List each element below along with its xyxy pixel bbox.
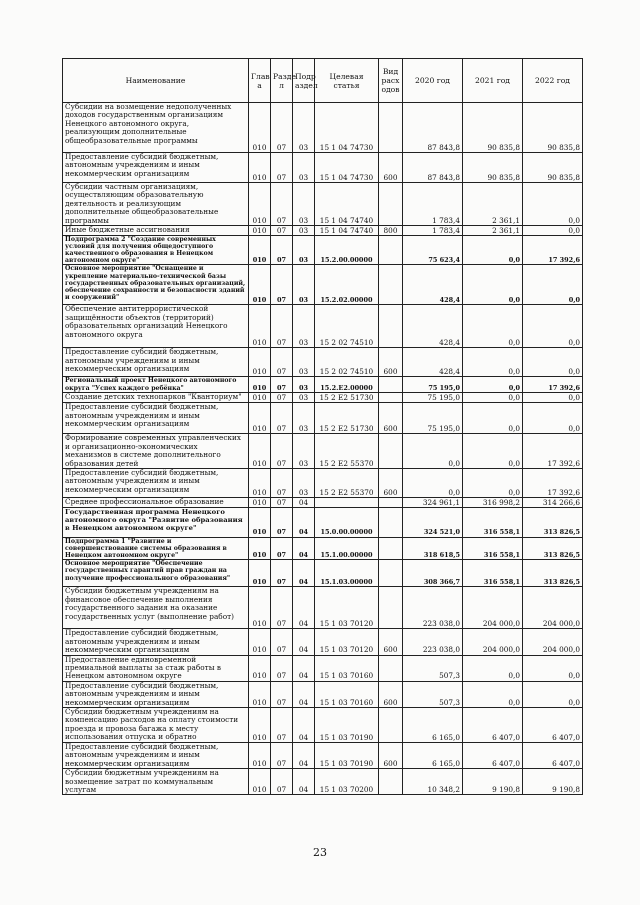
row-target-article: 15.1.00.00000 — [315, 538, 379, 560]
row-subsection: 04 — [293, 707, 315, 742]
row-chapter: 010 — [249, 681, 271, 707]
table-row — [63, 434, 583, 469]
table-row — [63, 236, 583, 265]
row-amount-2020: 75 195,0 — [403, 377, 463, 393]
row-amount-2021: 2 361,1 — [463, 226, 523, 236]
header-year-2022: 2022 год — [523, 59, 583, 103]
row-amount-2022: 204 000,0 — [523, 629, 583, 655]
row-amount-2021: 6 407,0 — [463, 742, 523, 768]
row-amount-2022: 314 266,6 — [523, 498, 583, 508]
table-row — [63, 403, 583, 434]
row-section: 07 — [271, 742, 293, 768]
header-expense-type: Вид расх одов — [379, 59, 403, 103]
row-amount-2020: 6 165,0 — [403, 742, 463, 768]
row-subsection: 03 — [293, 305, 315, 348]
row-amount-2022: 313 826,5 — [523, 508, 583, 538]
row-expense-type: 600 — [379, 348, 403, 377]
row-name: Субсидии бюджетным учреждениям на финансовое обеспечение выполнения государственного задания на оказание государственных услуг (выполнение работ) — [63, 587, 249, 629]
row-name: Региональный проект Ненецкого автономного округа "Успех каждого ребёнка" — [63, 377, 249, 393]
row-amount-2020: 507,3 — [403, 681, 463, 707]
table-row — [63, 305, 583, 348]
row-amount-2021: 0,0 — [463, 236, 523, 265]
row-amount-2021: 9 190,8 — [463, 769, 523, 795]
row-chapter: 010 — [249, 769, 271, 795]
table-row — [63, 348, 583, 377]
row-section: 07 — [271, 629, 293, 655]
row-expense-type — [379, 587, 403, 629]
table-row — [63, 265, 583, 305]
row-expense-type — [379, 560, 403, 587]
header-name: Наименование — [63, 59, 249, 103]
row-amount-2022: 17 392,6 — [523, 434, 583, 469]
row-section: 07 — [271, 403, 293, 434]
row-expense-type: 600 — [379, 403, 403, 434]
row-target-article: 15 2 E2 55370 — [315, 469, 379, 498]
row-subsection: 03 — [293, 183, 315, 226]
row-name: Основное мероприятие "Оснащение и укрепление материально-технической базы государственных образовательных организаций, обеспечение сохранности и безопасности зданий и сооружений" — [63, 265, 249, 305]
row-amount-2020: 308 366,7 — [403, 560, 463, 587]
row-amount-2021: 0,0 — [463, 681, 523, 707]
row-amount-2022: 313 826,5 — [523, 538, 583, 560]
row-expense-type — [379, 183, 403, 226]
row-amount-2020: 1 783,4 — [403, 226, 463, 236]
row-name: Предоставление субсидий бюджетным, автономным учреждениям и иным некоммерческим организациям — [63, 348, 249, 377]
row-target-article: 15 1 03 70120 — [315, 629, 379, 655]
row-name: Подпрограмма 1 "Развитие и совершенствование системы образования в Ненецком автономном округе" — [63, 538, 249, 560]
row-expense-type — [379, 393, 403, 403]
row-chapter: 010 — [249, 236, 271, 265]
row-expense-type — [379, 498, 403, 508]
row-name: Иные бюджетные ассигнования — [63, 226, 249, 236]
row-section: 07 — [271, 153, 293, 183]
row-expense-type: 600 — [379, 681, 403, 707]
header-year-2020: 2020 год — [403, 59, 463, 103]
row-subsection: 03 — [293, 393, 315, 403]
row-subsection: 04 — [293, 538, 315, 560]
table-row — [63, 377, 583, 393]
row-amount-2021: 316 998,2 — [463, 498, 523, 508]
row-amount-2021: 316 558,1 — [463, 508, 523, 538]
row-expense-type — [379, 707, 403, 742]
row-amount-2021: 6 407,0 — [463, 707, 523, 742]
row-amount-2020: 0,0 — [403, 469, 463, 498]
row-expense-type — [379, 265, 403, 305]
row-target-article: 15 2 E2 51730 — [315, 403, 379, 434]
row-amount-2022: 0,0 — [523, 403, 583, 434]
header-subsection: Подр аздел — [293, 59, 315, 103]
row-section: 07 — [271, 236, 293, 265]
row-expense-type — [379, 434, 403, 469]
row-subsection: 03 — [293, 226, 315, 236]
row-expense-type — [379, 769, 403, 795]
row-target-article: 15.1.03.00000 — [315, 560, 379, 587]
row-expense-type — [379, 655, 403, 681]
table-row — [63, 393, 583, 403]
row-amount-2020: 428,4 — [403, 305, 463, 348]
row-chapter: 010 — [249, 508, 271, 538]
table-row — [63, 560, 583, 587]
row-target-article: 15 1 03 70190 — [315, 707, 379, 742]
row-amount-2022: 0,0 — [523, 393, 583, 403]
row-target-article: 15.2.E2.00000 — [315, 377, 379, 393]
page-number: 23 — [313, 846, 327, 859]
row-amount-2020: 0,0 — [403, 434, 463, 469]
row-amount-2021: 0,0 — [463, 434, 523, 469]
row-subsection: 03 — [293, 403, 315, 434]
row-target-article: 15 2 02 74510 — [315, 348, 379, 377]
row-amount-2020: 507,3 — [403, 655, 463, 681]
row-amount-2022: 9 190,8 — [523, 769, 583, 795]
row-amount-2022: 17 392,6 — [523, 469, 583, 498]
row-subsection: 04 — [293, 498, 315, 508]
row-amount-2022: 17 392,6 — [523, 236, 583, 265]
row-expense-type: 600 — [379, 742, 403, 768]
row-target-article: 15.0.00.00000 — [315, 508, 379, 538]
row-amount-2020: 75 623,4 — [403, 236, 463, 265]
row-name: Предоставление субсидий бюджетным, автономным учреждениям и иным некоммерческим организациям — [63, 153, 249, 183]
row-section: 07 — [271, 183, 293, 226]
row-expense-type: 600 — [379, 629, 403, 655]
row-target-article: 15 1 04 74740 — [315, 226, 379, 236]
row-amount-2022: 90 835,8 — [523, 153, 583, 183]
row-chapter: 010 — [249, 377, 271, 393]
row-section: 07 — [271, 348, 293, 377]
row-subsection: 03 — [293, 103, 315, 153]
table-row — [63, 629, 583, 655]
row-expense-type — [379, 377, 403, 393]
row-section: 07 — [271, 265, 293, 305]
row-name: Субсидии бюджетным учреждениям на компенсацию расходов на оплату стоимости проезда и провоза багажа к месту использования отпуска и обратно — [63, 707, 249, 742]
row-amount-2022: 6 407,0 — [523, 742, 583, 768]
row-name: Предоставление субсидий бюджетным, автономным учреждениям и иным некоммерческим организациям — [63, 469, 249, 498]
row-chapter: 010 — [249, 498, 271, 508]
row-subsection: 04 — [293, 508, 315, 538]
row-name: Обеспечение антитеррористической защищённости объектов (территорий) образовательных организаций Ненецкого автономного округа — [63, 305, 249, 348]
row-amount-2021: 316 558,1 — [463, 560, 523, 587]
row-expense-type: 600 — [379, 153, 403, 183]
row-amount-2020: 10 348,2 — [403, 769, 463, 795]
row-name: Субсидии бюджетным учреждениям на возмещение затрат по коммунальным услугам — [63, 769, 249, 795]
row-subsection: 04 — [293, 655, 315, 681]
table-row — [63, 655, 583, 681]
row-target-article: 15 1 03 70190 — [315, 742, 379, 768]
row-amount-2021: 0,0 — [463, 393, 523, 403]
row-target-article: 15.2.02.00000 — [315, 265, 379, 305]
row-chapter: 010 — [249, 629, 271, 655]
table-row — [63, 469, 583, 498]
budget-table — [62, 58, 583, 795]
row-name: Государственная программа Ненецкого автономного округа "Развитие образования в Ненецком автономном округе" — [63, 508, 249, 538]
row-name: Субсидии на возмещение недополученных доходов государственным организациям Ненецкого автономного округа, реализующим дополнительные общеобразовательные программы — [63, 103, 249, 153]
row-target-article: 15 1 04 74730 — [315, 153, 379, 183]
row-section: 07 — [271, 655, 293, 681]
row-chapter: 010 — [249, 348, 271, 377]
row-name: Предоставление субсидий бюджетным, автономным учреждениям и иным некоммерческим организациям — [63, 681, 249, 707]
row-chapter: 010 — [249, 469, 271, 498]
row-chapter: 010 — [249, 103, 271, 153]
row-section: 07 — [271, 103, 293, 153]
row-section: 07 — [271, 377, 293, 393]
row-expense-type — [379, 538, 403, 560]
row-amount-2022: 0,0 — [523, 348, 583, 377]
row-amount-2022: 0,0 — [523, 183, 583, 226]
table-body — [63, 103, 583, 795]
row-expense-type: 600 — [379, 469, 403, 498]
row-amount-2020: 428,4 — [403, 265, 463, 305]
row-chapter: 010 — [249, 393, 271, 403]
row-target-article: 15 1 03 70160 — [315, 655, 379, 681]
row-amount-2020: 75 195,0 — [403, 403, 463, 434]
table-row — [63, 769, 583, 795]
header-section: Разде л — [271, 59, 293, 103]
row-amount-2020: 6 165,0 — [403, 707, 463, 742]
row-chapter: 010 — [249, 587, 271, 629]
row-amount-2022: 6 407,0 — [523, 707, 583, 742]
row-section: 07 — [271, 508, 293, 538]
row-amount-2021: 0,0 — [463, 377, 523, 393]
row-target-article: 15.2.00.00000 — [315, 236, 379, 265]
row-chapter: 010 — [249, 183, 271, 226]
table-row — [63, 498, 583, 508]
row-amount-2021: 2 361,1 — [463, 183, 523, 226]
row-name: Формирование современных управленческих и организационно-экономических механизмов в системе дополнительного образования детей — [63, 434, 249, 469]
row-amount-2021: 90 835,8 — [463, 103, 523, 153]
row-subsection: 03 — [293, 236, 315, 265]
row-chapter: 010 — [249, 265, 271, 305]
table-row — [63, 538, 583, 560]
row-amount-2022: 17 392,6 — [523, 377, 583, 393]
row-target-article: 15 1 04 74730 — [315, 103, 379, 153]
row-expense-type — [379, 103, 403, 153]
row-amount-2022: 0,0 — [523, 265, 583, 305]
row-amount-2021: 0,0 — [463, 655, 523, 681]
table-row — [63, 183, 583, 226]
row-target-article: 15 2 E2 51730 — [315, 393, 379, 403]
row-amount-2020: 318 618,5 — [403, 538, 463, 560]
row-name: Среднее профессиональное образование — [63, 498, 249, 508]
row-chapter: 010 — [249, 742, 271, 768]
row-name: Предоставление единовременной премиальной выплаты за стаж работы в Ненецком автономном округе — [63, 655, 249, 681]
row-chapter: 010 — [249, 655, 271, 681]
row-amount-2021: 316 558,1 — [463, 538, 523, 560]
row-amount-2021: 0,0 — [463, 305, 523, 348]
row-expense-type — [379, 508, 403, 538]
row-amount-2021: 204 000,0 — [463, 629, 523, 655]
row-name: Субсидии частным организациям, осуществляющим образовательную деятельность и реализующим дополнительные общеобразовательные программы — [63, 183, 249, 226]
header-target-article: Целевая статья — [315, 59, 379, 103]
row-amount-2020: 428,4 — [403, 348, 463, 377]
row-chapter: 010 — [249, 153, 271, 183]
row-amount-2020: 75 195,0 — [403, 393, 463, 403]
row-amount-2022: 0,0 — [523, 305, 583, 348]
table-row — [63, 587, 583, 629]
row-amount-2022: 0,0 — [523, 681, 583, 707]
row-subsection: 04 — [293, 742, 315, 768]
row-expense-type — [379, 236, 403, 265]
row-target-article: 15 1 03 70200 — [315, 769, 379, 795]
row-chapter: 010 — [249, 707, 271, 742]
row-name: Предоставление субсидий бюджетным, автономным учреждениям и иным некоммерческим организациям — [63, 629, 249, 655]
row-amount-2022: 204 000,0 — [523, 587, 583, 629]
row-target-article: 15 2 E2 55370 — [315, 434, 379, 469]
table-row — [63, 681, 583, 707]
row-amount-2021: 204 000,0 — [463, 587, 523, 629]
table-row — [63, 742, 583, 768]
row-amount-2020: 1 783,4 — [403, 183, 463, 226]
row-name: Предоставление субсидий бюджетным, автономным учреждениям и иным некоммерческим организациям — [63, 742, 249, 768]
row-chapter: 010 — [249, 434, 271, 469]
row-section: 07 — [271, 681, 293, 707]
row-amount-2021: 0,0 — [463, 469, 523, 498]
row-name: Подпрограмма 2 "Создание современных условий для получения общедоступного качественного образования в Ненецком автономном округе" — [63, 236, 249, 265]
row-name: Предоставление субсидий бюджетным, автономным учреждениям и иным некоммерческим организациям — [63, 403, 249, 434]
row-section: 07 — [271, 560, 293, 587]
header-chapter: Глав а — [249, 59, 271, 103]
row-amount-2020: 324 961,1 — [403, 498, 463, 508]
header-year-2021: 2021 год — [463, 59, 523, 103]
row-amount-2021: 0,0 — [463, 265, 523, 305]
table-row — [63, 153, 583, 183]
row-chapter: 010 — [249, 538, 271, 560]
row-subsection: 04 — [293, 769, 315, 795]
row-name: Основное мероприятие "Обеспечение государственных гарантий прав граждан на получение профессионального образования" — [63, 560, 249, 587]
row-amount-2022: 0,0 — [523, 655, 583, 681]
row-amount-2020: 87 843,8 — [403, 103, 463, 153]
row-section: 07 — [271, 305, 293, 348]
row-section: 07 — [271, 393, 293, 403]
row-chapter: 010 — [249, 305, 271, 348]
row-subsection: 03 — [293, 153, 315, 183]
row-expense-type — [379, 305, 403, 348]
row-amount-2020: 223 038,0 — [403, 629, 463, 655]
row-subsection: 03 — [293, 265, 315, 305]
row-amount-2021: 0,0 — [463, 348, 523, 377]
table-row — [63, 226, 583, 236]
row-subsection: 04 — [293, 681, 315, 707]
row-subsection: 03 — [293, 377, 315, 393]
row-section: 07 — [271, 538, 293, 560]
row-chapter: 010 — [249, 403, 271, 434]
row-subsection: 04 — [293, 587, 315, 629]
row-chapter: 010 — [249, 226, 271, 236]
row-target-article: 15 2 02 74510 — [315, 305, 379, 348]
row-section: 07 — [271, 498, 293, 508]
row-subsection: 04 — [293, 560, 315, 587]
row-section: 07 — [271, 469, 293, 498]
row-amount-2022: 0,0 — [523, 226, 583, 236]
row-name: Создание детских технопарков "Кванториум" — [63, 393, 249, 403]
row-expense-type: 800 — [379, 226, 403, 236]
row-section: 07 — [271, 226, 293, 236]
row-target-article: 15 1 03 70120 — [315, 587, 379, 629]
row-target-article — [315, 498, 379, 508]
row-section: 07 — [271, 434, 293, 469]
row-chapter: 010 — [249, 560, 271, 587]
row-target-article: 15 1 03 70160 — [315, 681, 379, 707]
row-amount-2021: 90 835,8 — [463, 153, 523, 183]
row-amount-2020: 324 521,0 — [403, 508, 463, 538]
row-amount-2020: 87 843,8 — [403, 153, 463, 183]
table-header-row — [63, 59, 583, 103]
row-section: 07 — [271, 587, 293, 629]
row-amount-2020: 223 038,0 — [403, 587, 463, 629]
row-subsection: 03 — [293, 469, 315, 498]
row-section: 07 — [271, 769, 293, 795]
row-subsection: 03 — [293, 348, 315, 377]
row-subsection: 04 — [293, 629, 315, 655]
row-section: 07 — [271, 707, 293, 742]
row-amount-2021: 0,0 — [463, 403, 523, 434]
row-subsection: 03 — [293, 434, 315, 469]
row-amount-2022: 313 826,5 — [523, 560, 583, 587]
table-row — [63, 508, 583, 538]
table-row — [63, 103, 583, 153]
row-target-article: 15 1 04 74740 — [315, 183, 379, 226]
table-row — [63, 707, 583, 742]
row-amount-2022: 90 835,8 — [523, 103, 583, 153]
